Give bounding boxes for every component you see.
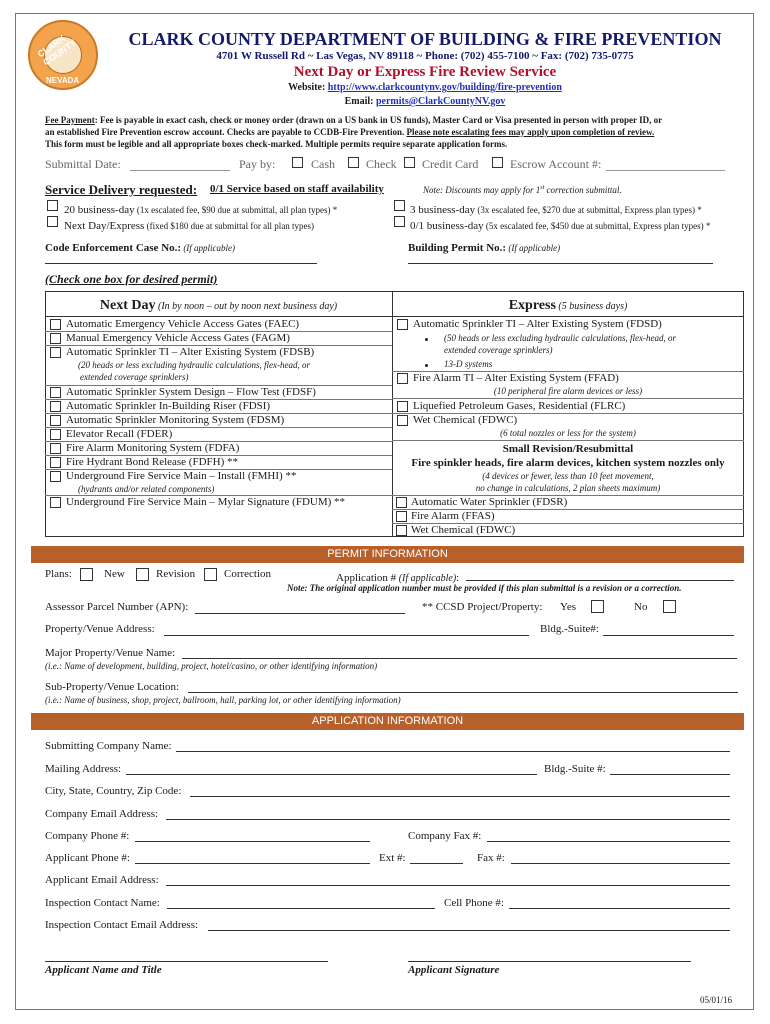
application-number-label: Application # (If applicable): (336, 572, 460, 584)
permit-fder: Elevator Recall (FDER) (66, 428, 173, 440)
sub-venue-label: Sub-Property/Venue Location: (45, 681, 180, 693)
property-address-field[interactable] (164, 635, 529, 636)
website-label: Website: (288, 82, 326, 93)
permit-fdsb: Automatic Sprinkler TI – Alter Existing System (FDSB) (66, 346, 315, 358)
fdsi-checkbox[interactable] (50, 401, 61, 412)
ffas-checkbox[interactable] (396, 511, 407, 522)
city-state-field[interactable] (190, 796, 730, 797)
permit-fagm: Manual Emergency Vehicle Access Gates (FAGM) (66, 332, 290, 344)
fee-payment-block (45, 114, 745, 150)
fdsf-checkbox[interactable] (50, 387, 61, 398)
service-delivery-sub: 0/1 Service based on staff availability (210, 183, 384, 195)
fax-field[interactable] (511, 863, 730, 864)
major-venue-hint: (i.e.: Name of development, building, project, hotel/casino, or other identifying information) (45, 661, 378, 671)
fdsb-note-1: (20 heads or less excluding hydraulic calculations, flex-head, or (78, 360, 310, 370)
fder-checkbox[interactable] (50, 429, 61, 440)
fee-text3: This form must be legible and all appropriate boxes check-marked. Multiple permits require separate application forms. (45, 139, 508, 149)
permit-fdsi: Automatic Sprinkler In-Building Riser (FDSI) (66, 400, 271, 412)
permit-ffas: Fire Alarm (FFAS) (411, 510, 495, 522)
applicant-name-label: Applicant Name and Title (45, 964, 162, 976)
apn-label: Assessor Parcel Number (APN): (45, 601, 189, 613)
sub-venue-hint: (i.e.: Name of business, shop, project, ballroom, hall, parking lot, or other identifying information) (45, 695, 401, 705)
discount-note: Note: Discounts may apply for 1st correction submittal. (423, 185, 622, 195)
apn-field[interactable] (195, 613, 405, 614)
opt-next-day-label: Next Day/Express (fixed $180 due at submittal for all plan types) (64, 220, 315, 232)
fdsd-note-2: extended coverage sprinklers) (444, 345, 553, 355)
permit-fmhi: Underground Fire Service Main – Install (FMHI) ** (66, 470, 297, 482)
submittal-date-label: Submittal Date: (45, 157, 121, 171)
applicant-email-field[interactable] (166, 885, 730, 886)
fdsr-checkbox[interactable] (396, 497, 407, 508)
fee-label: Fee Payment (45, 115, 95, 125)
opt-3-day-checkbox[interactable] (394, 200, 405, 211)
major-venue-label: Major Property/Venue Name: (45, 647, 176, 659)
escrow-checkbox[interactable] (492, 157, 503, 168)
escrow-label: Escrow Account #: (510, 157, 602, 171)
applicant-email-label: Applicant Email Address: (45, 874, 159, 886)
fdfa-checkbox[interactable] (50, 443, 61, 454)
website-link[interactable]: http://www.clarkcountynv.gov/building/fire-prevention (327, 82, 562, 93)
permit-ffad: Fire Alarm TI – Alter Existing System (FFAD) (413, 372, 619, 384)
application-number-note: Note: The original application number must be provided if this plan submittal is a revision or a correction. (287, 583, 682, 593)
small-revision-note-1: (4 devices or fewer, less than 10 feet movement, (482, 471, 654, 481)
plans-new-checkbox[interactable] (80, 568, 93, 581)
permit-faec: Automatic Emergency Vehicle Access Gates (FAEC) (66, 318, 300, 330)
ccsd-label: ** CCSD Project/Property: (422, 601, 543, 613)
company-fax-label: Company Fax #: (408, 830, 482, 842)
cash-label: Cash (311, 157, 335, 171)
escrow-account-field[interactable] (606, 170, 725, 171)
code-enforcement-label: Code Enforcement Case No.: (If applicable) (45, 242, 236, 254)
applicant-name-field[interactable] (45, 961, 328, 962)
fee-text2: an established Fire Prevention escrow account. Checks are payable to CCDB-Fire Prevention. (45, 127, 405, 137)
building-permit-field[interactable] (408, 263, 713, 264)
major-venue-field[interactable] (182, 658, 737, 659)
permit-fdwc-rev: Wet Chemical (FDWC) (411, 524, 516, 536)
page-title: CLARK COUNTY DEPARTMENT OF BUILDING & FIRE PREVENTION (128, 29, 722, 49)
table-column-divider (392, 291, 393, 537)
applicant-phone-field[interactable] (135, 863, 370, 864)
email-link[interactable]: permits@ClarkCountyNV.gov (375, 96, 506, 107)
fdfh-checkbox[interactable] (50, 457, 61, 468)
fdwc-note: (6 total nozzles or less for the system) (500, 428, 636, 438)
next-day-header: Next Day (In by noon – out by noon next business day) (99, 298, 338, 313)
company-phone-label: Company Phone #: (45, 830, 130, 842)
applicant-phone-label: Applicant Phone #: (45, 852, 130, 864)
table-header-divider (45, 316, 744, 317)
address-line: 4701 W Russell Rd ~ Las Vegas, NV 89118 ~ Phone: (702) 455-7100 ~ Fax: (702) 735-0775 (216, 50, 634, 62)
company-email-label: Company Email Address: (45, 808, 159, 820)
flrc-checkbox[interactable] (397, 401, 408, 412)
seal-top-text: CLARK COUNTY (35, 32, 79, 68)
check-checkbox[interactable] (348, 157, 359, 168)
ffad-checkbox[interactable] (397, 373, 408, 384)
plans-revision-checkbox[interactable] (136, 568, 149, 581)
building-permit-label: Building Permit No.: (If applicable) (408, 242, 561, 254)
bldg-suite-label: Bldg.-Suite#: (540, 623, 599, 635)
opt-20-day-checkbox[interactable] (47, 200, 58, 211)
county-seal-logo (28, 20, 98, 90)
ccsd-yes-checkbox[interactable] (591, 600, 604, 613)
ffad-note: (10 peripheral fire alarm devices or less) (493, 386, 643, 396)
permit-fdsr: Automatic Water Sprinkler (FDSR) (411, 496, 568, 508)
permit-fdfa: Fire Alarm Monitoring System (FDFA) (66, 442, 240, 454)
company-fax-field[interactable] (487, 841, 730, 842)
fdsb-checkbox[interactable] (50, 347, 61, 358)
ccsd-no-checkbox[interactable] (663, 600, 676, 613)
fdwc-checkbox[interactable] (397, 415, 408, 426)
permit-fdfh: Fire Hydrant Bond Release (FDFH) ** (66, 456, 239, 468)
plans-correction-checkbox[interactable] (204, 568, 217, 581)
permit-flrc: Liquefied Petroleum Gases, Residential (FLRC) (413, 400, 626, 412)
bullet-icon (425, 364, 428, 367)
opt-next-day-checkbox[interactable] (47, 216, 58, 227)
permit-information-bar: PERMIT INFORMATION (31, 546, 744, 563)
fdwc-rev-checkbox[interactable] (396, 525, 407, 536)
plans-label: Plans: (45, 568, 72, 580)
ext-label: Ext #: (379, 852, 406, 864)
inspection-email-field[interactable] (208, 930, 730, 931)
fdsd-note-3: 13-D systems (444, 359, 493, 369)
bldg-suite-field[interactable] (603, 635, 734, 636)
fax-label: Fax #: (477, 852, 505, 864)
revision-date: 05/01/16 (700, 995, 733, 1005)
fagm-checkbox[interactable] (50, 333, 61, 344)
check-label: Check (366, 157, 397, 171)
mailing-bldg-suite-label: Bldg.-Suite #: (544, 763, 606, 775)
fdsd-note-1: (50 heads or less excluding hydraulic calculations, flex-head, or (444, 333, 676, 343)
property-address-label: Property/Venue Address: (45, 623, 155, 635)
permit-fdum: Underground Fire Service Main – Mylar Signature (FDUM) ** (66, 496, 346, 508)
fmhi-note: (hydrants and/or related components) (78, 484, 215, 494)
ext-field[interactable] (410, 863, 463, 864)
small-revision-title: Small Revision/Resubmittal (502, 443, 634, 455)
opt-20-day-label: 20 business-day (1x escalated fee, $90 due at submittal, all plan types) * (64, 204, 338, 216)
fee-text1: : Fee is payable in exact cash, check or money order (drawn on a US bank in US funds), Master Card or Visa presented in person with proper ID, or (94, 115, 663, 125)
inspection-email-label: Inspection Contact Email Address: (45, 919, 199, 931)
permit-fdsf: Automatic Sprinkler System Design – Flow Test (FDSF) (66, 386, 316, 398)
email-label: Email: (344, 96, 374, 107)
permit-fdsd: Automatic Sprinkler TI – Alter Existing System (FDSD) (413, 318, 662, 330)
company-name-label: Submitting Company Name: (45, 740, 172, 752)
ccsd-yes-label: Yes (560, 601, 577, 613)
permit-fdwc: Wet Chemical (FDWC) (413, 414, 518, 426)
fee-text2-underline: Please note escalating fees may apply upon completion of review. (406, 127, 655, 137)
city-state-label: City, State, Country, Zip Code: (45, 785, 182, 797)
small-revision-note-2: no change in calculations, 2 plan sheets maximum) (475, 483, 661, 493)
cell-phone-field[interactable] (509, 908, 730, 909)
plans-correction-label: Correction (224, 568, 272, 580)
mailing-address-label: Mailing Address: (45, 763, 122, 775)
sub-venue-field[interactable] (188, 692, 738, 693)
bullet-icon (425, 338, 428, 341)
opt-0-1-day-checkbox[interactable] (394, 216, 405, 227)
mailing-bldg-suite-field[interactable] (610, 774, 730, 775)
pay-by-label: Pay by: (239, 157, 276, 171)
seal-bottom-text: NEVADA (46, 76, 80, 85)
applicant-signature-label: Applicant Signature (408, 964, 500, 976)
fmhi-checkbox[interactable] (50, 471, 61, 482)
company-name-field[interactable] (176, 751, 730, 752)
express-header: Express (5 business days) (508, 298, 628, 313)
code-enforcement-field[interactable] (45, 263, 317, 264)
application-number-field[interactable] (466, 580, 734, 581)
opt-3-day-label: 3 business-day (3x escalated fee, $270 due at submittal, Express plan types) * (410, 204, 702, 216)
fdsm-checkbox[interactable] (50, 415, 61, 426)
applicant-signature-field[interactable] (408, 961, 691, 962)
submittal-date-field[interactable] (130, 170, 230, 171)
faec-checkbox[interactable] (50, 319, 61, 330)
small-revision-sub: Fire spinkler heads, fire alarm devices, kitchen system nozzles only (411, 457, 725, 469)
credit-card-checkbox[interactable] (404, 157, 415, 168)
cell-phone-label: Cell Phone #: (444, 897, 504, 909)
credit-card-label: Credit Card (422, 157, 479, 171)
fdsd-checkbox[interactable] (397, 319, 408, 330)
company-phone-field[interactable] (135, 841, 370, 842)
mailing-address-field[interactable] (126, 774, 537, 775)
fdsb-note-2: extended coverage sprinklers) (80, 372, 189, 382)
application-information-bar: APPLICATION INFORMATION (31, 713, 744, 730)
company-email-field[interactable] (166, 819, 730, 820)
cash-checkbox[interactable] (292, 157, 303, 168)
opt-0-1-day-label: 0/1 business-day (5x escalated fee, $450 due at submittal, Express plan types) * (410, 220, 711, 232)
permit-fdsm: Automatic Sprinkler Monitoring System (FDSM) (66, 414, 285, 426)
service-title: Next Day or Express Fire Review Service (293, 64, 557, 80)
plans-revision-label: Revision (156, 568, 196, 580)
inspection-contact-label: Inspection Contact Name: (45, 897, 160, 909)
ccsd-no-label: No (634, 601, 648, 613)
fdum-checkbox[interactable] (50, 497, 61, 508)
inspection-contact-field[interactable] (167, 908, 435, 909)
check-one-box-instruction: (Check one box for desired permit) (45, 272, 218, 286)
service-delivery-label: Service Delivery requested: (45, 182, 198, 197)
plans-new-label: New (104, 568, 125, 580)
